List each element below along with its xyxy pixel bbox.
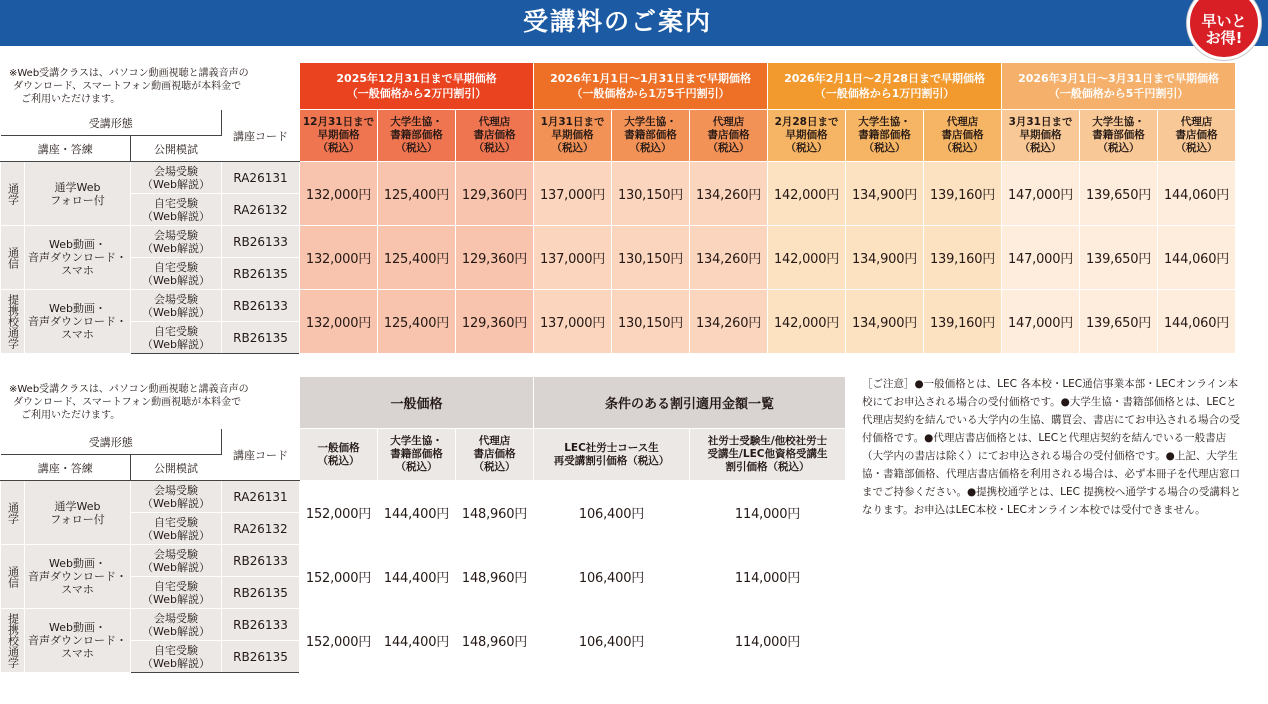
- price-cell: 139,650円: [1080, 162, 1158, 226]
- course-line: フォロー付: [50, 193, 105, 207]
- exam-line: （Web解説）: [142, 528, 210, 542]
- price-cell: 147,000円: [1002, 290, 1080, 354]
- format-cell: [1, 609, 25, 673]
- format-cell: [1, 545, 25, 609]
- exam-line: （Web解説）: [142, 624, 210, 638]
- col-line: LEC社労士コース生: [564, 441, 659, 454]
- exam-label: 公開模試: [131, 136, 222, 162]
- col-line: 早期価格: [785, 129, 828, 141]
- price-col-header: [1158, 110, 1236, 162]
- price-col-header: [1002, 110, 1080, 162]
- price-col-header: [690, 110, 768, 162]
- period-title: 2026年3月1日～3月31日まで早期価格: [1018, 72, 1219, 85]
- price-cell: 125,400円: [378, 226, 456, 290]
- price-cell: 134,900円: [846, 226, 924, 290]
- price-cell: 144,400円: [378, 609, 456, 673]
- discount-price-cell: 106,400円: [534, 545, 690, 609]
- col-line: 一般価格: [317, 441, 360, 454]
- col-line: 書籍部価格: [858, 129, 911, 141]
- period-header-3: [768, 63, 1002, 110]
- col-line: 受講生/LEC他資格受講生: [707, 448, 828, 460]
- price-col-header: [612, 110, 690, 162]
- price-cell: 130,150円: [612, 226, 690, 290]
- note-line-2: ダウンロード、スマートフォン動画視聴が本料金で: [13, 397, 242, 408]
- price-cell: 130,150円: [612, 162, 690, 226]
- price-col-header: [1080, 110, 1158, 162]
- course-line: フォロー付: [50, 512, 105, 526]
- period-sub: （一般価格から2万円割引）: [346, 87, 487, 100]
- note-line-3: ご利用いただけます。: [21, 93, 121, 105]
- exam-line: 会場受験: [154, 292, 198, 306]
- price-cell: 142,000円: [768, 290, 846, 354]
- exam-cell: [131, 481, 222, 513]
- course-line: 音声ダウンロード・: [28, 315, 127, 328]
- general-price-table: [0, 376, 846, 673]
- col-line: （税込）: [317, 142, 360, 154]
- col-line: 書籍部価格: [390, 448, 443, 460]
- exam-line: 会場受験: [154, 164, 198, 178]
- badge-line-1: 早いと: [1201, 12, 1247, 30]
- page-title: 受講料のご案内: [522, 7, 712, 36]
- course-label: 講座・答練: [1, 455, 131, 481]
- period-title: 2026年1月1日～1月31日まで早期価格: [550, 72, 751, 85]
- course-code: RA26132: [222, 194, 300, 226]
- exam-line: 会場受験: [154, 611, 198, 625]
- general-price-header: 一般価格: [300, 377, 534, 429]
- col-line: 3月31日まで: [1008, 116, 1073, 128]
- course-cell: [25, 481, 131, 545]
- course-line: Web動画・: [49, 557, 106, 570]
- format-cell: [1, 481, 25, 545]
- col-line: （税込）: [1097, 142, 1140, 154]
- price-cell: 134,260円: [690, 162, 768, 226]
- col-line: （税込）: [473, 461, 516, 473]
- price-cell: 148,960円: [456, 481, 534, 545]
- col-line: 12月31日まで: [302, 116, 375, 128]
- course-line: スマホ: [61, 647, 94, 660]
- col-line: （税込）: [317, 454, 360, 467]
- code-label: 講座コード: [222, 429, 300, 481]
- note-line-3: ご利用いただけます。: [21, 410, 121, 421]
- col-line: 大学生協・: [390, 435, 443, 447]
- price-cell: 147,000円: [1002, 162, 1080, 226]
- col-line: 書店価格: [473, 448, 516, 460]
- period-title: 2026年2月1日～2月28日まで早期価格: [784, 72, 985, 85]
- col-line: （税込）: [473, 142, 516, 154]
- course-line: スマホ: [61, 264, 94, 277]
- price-cell: 139,650円: [1080, 226, 1158, 290]
- format-text: 通学: [6, 182, 20, 205]
- course-cell: [25, 545, 131, 609]
- price-cell: 148,960円: [456, 545, 534, 609]
- price-cell: 137,000円: [534, 290, 612, 354]
- col-line: 大学生協・: [624, 116, 677, 128]
- note-line-1: ※Web受講クラスは、パソコン動画視聴と講義音声の: [9, 67, 249, 79]
- course-code: RB26135: [222, 641, 300, 673]
- price-col-header: [924, 110, 1002, 162]
- price-cell: 129,360円: [456, 162, 534, 226]
- discount-price-cell: 114,000円: [690, 609, 846, 673]
- price-cell: 144,060円: [1158, 226, 1236, 290]
- discount-header: 条件のある割引適用金額一覧: [534, 377, 846, 429]
- col-line: （税込）: [629, 142, 672, 154]
- discount-price-cell: 114,000円: [690, 545, 846, 609]
- early-bird-badge: [1187, 0, 1261, 60]
- discount-col-header: [534, 429, 690, 481]
- col-line: 代理店: [478, 435, 511, 447]
- early-price-table: [0, 62, 1236, 354]
- exam-label: 公開模試: [131, 455, 222, 481]
- price-cell: 134,900円: [846, 162, 924, 226]
- col-line: 大学生協・: [1092, 116, 1145, 128]
- price-cell: 139,160円: [924, 162, 1002, 226]
- exam-line: 自宅受験: [154, 260, 198, 274]
- col-line: 大学生協・: [390, 116, 443, 128]
- exam-cell: [131, 322, 222, 354]
- note-line-1: ※Web受講クラスは、パソコン動画視聴と講義音声の: [9, 384, 249, 395]
- price-col-header: [300, 110, 378, 162]
- format-cell: [1, 162, 25, 226]
- col-line: 書店価格: [941, 129, 984, 141]
- exam-cell: [131, 194, 222, 226]
- discount-price-cell: 114,000円: [690, 481, 846, 545]
- price-cell: 148,960円: [456, 609, 534, 673]
- discount-col-header: [690, 429, 846, 481]
- period-sub: （一般価格から1万円割引）: [814, 87, 955, 100]
- col-line: （税込）: [551, 142, 594, 154]
- exam-cell: [131, 226, 222, 258]
- exam-cell: [131, 641, 222, 673]
- exam-line: （Web解説）: [142, 177, 210, 191]
- price-cell: 137,000円: [534, 162, 612, 226]
- course-line: 通学Web: [54, 180, 101, 194]
- price-col-header: [300, 429, 378, 481]
- price-cell: 139,160円: [924, 290, 1002, 354]
- format-text: 提携校通学: [6, 294, 20, 349]
- course-line: Web動画・: [49, 302, 106, 315]
- course-line: スマホ: [61, 583, 94, 596]
- price-cell: 137,000円: [534, 226, 612, 290]
- course-code: RB26133: [222, 545, 300, 577]
- period-header-2: [534, 63, 768, 110]
- code-label: 講座コード: [222, 110, 300, 162]
- course-code: RA26131: [222, 162, 300, 194]
- period-sub: （一般価格から1万5千円割引）: [571, 87, 730, 100]
- period-header-4: [1002, 63, 1236, 110]
- col-line: （税込）: [395, 142, 438, 154]
- col-line: （税込）: [1019, 142, 1062, 154]
- exam-line: 自宅受験: [154, 579, 198, 593]
- col-line: 代理店: [946, 116, 979, 128]
- col-line: 再受講割引価格（税込）: [553, 454, 670, 467]
- col-line: 早期価格: [551, 129, 594, 141]
- price-col-header: [456, 429, 534, 481]
- exam-line: 自宅受験: [154, 515, 198, 529]
- price-cell: 152,000円: [300, 545, 378, 609]
- exam-line: （Web解説）: [142, 560, 210, 574]
- format-text: 提携校通学: [6, 613, 20, 668]
- exam-line: （Web解説）: [142, 305, 210, 319]
- price-cell: 132,000円: [300, 162, 378, 226]
- note-line-2: ダウンロード、スマートフォン動画視聴が本料金で: [13, 80, 242, 92]
- price-cell: 132,000円: [300, 290, 378, 354]
- col-line: （税込）: [1175, 142, 1218, 154]
- exam-cell: [131, 290, 222, 322]
- price-col-header: [456, 110, 534, 162]
- exam-cell: [131, 577, 222, 609]
- price-cell: 129,360円: [456, 290, 534, 354]
- price-cell: 134,260円: [690, 290, 768, 354]
- price-cell: 134,900円: [846, 290, 924, 354]
- period-sub: （一般価格から5千円割引）: [1048, 87, 1189, 100]
- exam-line: （Web解説）: [142, 273, 210, 287]
- price-cell: 125,400円: [378, 290, 456, 354]
- price-cell: 130,150円: [612, 290, 690, 354]
- format-text: 通学: [6, 501, 20, 524]
- price-cell: 142,000円: [768, 226, 846, 290]
- exam-line: 自宅受験: [154, 196, 198, 210]
- course-line: 音声ダウンロード・: [28, 634, 127, 647]
- course-code: RB26133: [222, 609, 300, 641]
- col-line: 社労士受験生/他校社労士: [707, 435, 828, 447]
- course-cell: [25, 609, 131, 673]
- col-line: （税込）: [863, 142, 906, 154]
- caution-note: ［ご注意］●一般価格とは、LEC 各本校・LEC通信事業本部・LECオンライン本校にてお申込される場合の受付価格です。●大学生協・書籍部価格とは、LECと代理店契約を結んでいる大学内の生協、購買会、書店にてお申込される場合の受付価格です。●代理店書店価格とは、LECと代理店契約を結んでいる一般書店（大学内の書店は除く）にてお申込される場合の受付価格です。●上記、大学生協・書籍部価格、代理店書店価格を利用される場合は、必ず本冊子を代理店窓口までご持参ください。●提携校通学とは、LEC 提携校へ通学する場合の受講料となります。お申込はLEC本校・LECオンライン本校では受付できません。: [862, 378, 1241, 516]
- col-line: 大学生協・: [858, 116, 911, 128]
- exam-cell: [131, 609, 222, 641]
- format-cell: [1, 290, 25, 354]
- course-code: RB26135: [222, 577, 300, 609]
- price-cell: 152,000円: [300, 609, 378, 673]
- exam-cell: [131, 258, 222, 290]
- period-title: 2025年12月31日まで早期価格: [336, 72, 497, 85]
- exam-line: 会場受験: [154, 547, 198, 561]
- exam-cell: [131, 545, 222, 577]
- course-line: 音声ダウンロード・: [28, 251, 127, 264]
- col-line: （税込）: [707, 142, 750, 154]
- exam-line: （Web解説）: [142, 209, 210, 223]
- format-cell: [1, 226, 25, 290]
- format-text: 通信: [6, 246, 20, 269]
- course-line: Web動画・: [49, 238, 106, 251]
- col-line: （税込）: [941, 142, 984, 154]
- course-label: 講座・答練: [1, 136, 131, 162]
- exam-line: 会場受験: [154, 228, 198, 242]
- discount-price-cell: 106,400円: [534, 609, 690, 673]
- exam-cell: [131, 162, 222, 194]
- price-col-header: [534, 110, 612, 162]
- price-cell: 139,160円: [924, 226, 1002, 290]
- exam-line: （Web解説）: [142, 241, 210, 255]
- exam-line: 自宅受験: [154, 643, 198, 657]
- exam-line: （Web解説）: [142, 337, 210, 351]
- course-cell: [25, 290, 131, 354]
- col-line: 代理店: [478, 116, 511, 128]
- price-cell: 142,000円: [768, 162, 846, 226]
- period-header-1: [300, 63, 534, 110]
- course-code: RA26131: [222, 481, 300, 513]
- price-cell: 139,650円: [1080, 290, 1158, 354]
- course-code: RB26135: [222, 258, 300, 290]
- col-line: 代理店: [1180, 116, 1213, 128]
- col-line: （税込）: [785, 142, 828, 154]
- web-class-note: [1, 63, 300, 110]
- format-label: 受講形態: [1, 110, 222, 136]
- col-line: 書籍部価格: [624, 129, 677, 141]
- course-code: RB26135: [222, 322, 300, 354]
- col-line: （税込）: [395, 461, 438, 473]
- format-text: 通信: [6, 565, 20, 588]
- course-cell: [25, 162, 131, 226]
- course-code: RA26132: [222, 513, 300, 545]
- course-line: 音声ダウンロード・: [28, 570, 127, 583]
- course-code: RB26133: [222, 226, 300, 258]
- exam-line: （Web解説）: [142, 656, 210, 670]
- price-col-header: [846, 110, 924, 162]
- price-cell: 152,000円: [300, 481, 378, 545]
- course-line: 通学Web: [54, 499, 101, 513]
- price-cell: 125,400円: [378, 162, 456, 226]
- col-line: 書店価格: [707, 129, 750, 141]
- badge-line-2: お得!: [1205, 29, 1243, 47]
- exam-line: 自宅受験: [154, 324, 198, 338]
- format-label: 受講形態: [1, 429, 222, 455]
- course-line: スマホ: [61, 328, 94, 341]
- col-line: 書籍部価格: [390, 129, 443, 141]
- col-line: 割引価格（税込）: [725, 461, 810, 473]
- exam-line: 会場受験: [154, 483, 198, 497]
- exam-cell: [131, 513, 222, 545]
- col-line: 2月28日まで: [774, 116, 839, 128]
- col-line: 書店価格: [473, 129, 516, 141]
- price-cell: 144,400円: [378, 545, 456, 609]
- col-line: 代理店: [712, 116, 745, 128]
- web-class-note: [1, 377, 300, 429]
- price-cell: 129,360円: [456, 226, 534, 290]
- course-cell: [25, 226, 131, 290]
- price-cell: 144,060円: [1158, 290, 1236, 354]
- price-cell: 147,000円: [1002, 226, 1080, 290]
- price-cell: 132,000円: [300, 226, 378, 290]
- exam-line: （Web解説）: [142, 496, 210, 510]
- col-line: 書籍部価格: [1092, 129, 1145, 141]
- course-code: RB26133: [222, 290, 300, 322]
- col-line: 早期価格: [1019, 129, 1062, 141]
- col-line: 早期価格: [317, 129, 360, 141]
- exam-line: （Web解説）: [142, 592, 210, 606]
- course-line: Web動画・: [49, 621, 106, 634]
- price-col-header: [378, 110, 456, 162]
- price-cell: 134,260円: [690, 226, 768, 290]
- col-line: 1月31日まで: [540, 116, 605, 128]
- col-line: 書店価格: [1175, 129, 1218, 141]
- price-cell: 144,060円: [1158, 162, 1236, 226]
- price-col-header: [378, 429, 456, 481]
- discount-price-cell: 106,400円: [534, 481, 690, 545]
- price-col-header: [768, 110, 846, 162]
- price-cell: 144,400円: [378, 481, 456, 545]
